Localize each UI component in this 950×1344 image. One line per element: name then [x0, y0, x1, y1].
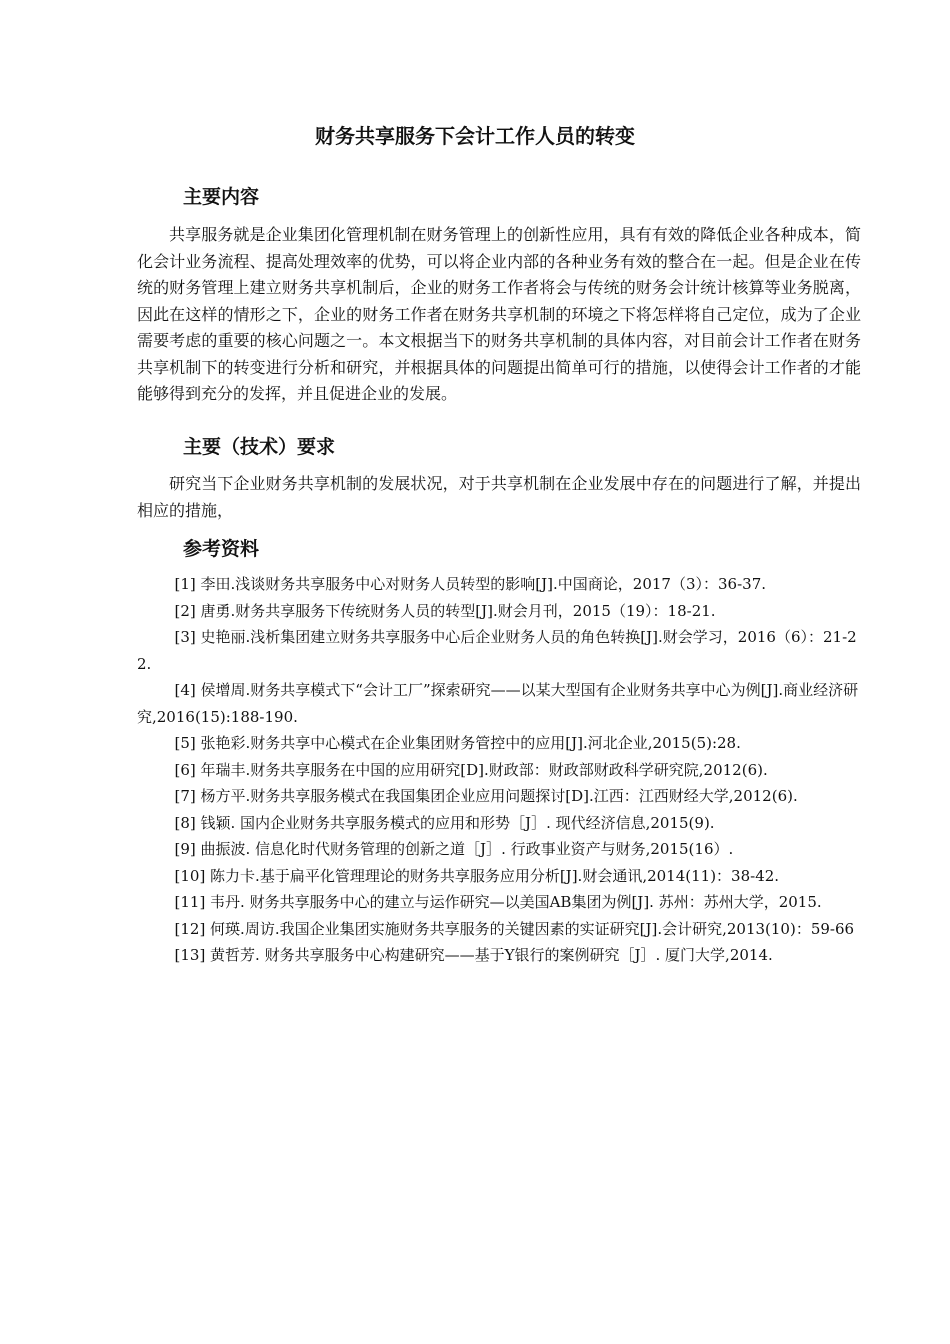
reference-item: [5] 张艳彩.财务共享中心模式在企业集团财务管控中的应用[J].河北企业,2015(5):28. [174, 734, 741, 752]
reference-item: [12] 何瑛.周访.我国企业集团实施财务共享服务的关键因素的实证研究[J].会计研究,2013(10)：59-66 [174, 919, 855, 938]
section-heading-references: 参考资料 [183, 538, 260, 560]
reference-item: [11] 韦丹. 财务共享服务中心的建立与运作研究—以美国AB集团为例[J]. 苏州：苏州大学，2015. [174, 893, 822, 911]
requirements-paragraph: 研究当下企业财务共享机制的发展状况，对于共享机制在企业发展中存在的问题进行了解，并提出相应的措施， [137, 474, 861, 520]
section-heading-main-content: 主要内容 [183, 186, 260, 208]
reference-item: [1] 李田.浅谈财务共享服务中心对财务人员转型的影响[J].中国商论，2017（3）：36-37. [174, 575, 766, 593]
reference-item: [7] 杨方平.财务共享服务模式在我国集团企业应用问题探讨[D].江西：江西财经大学,2012(6). [174, 787, 798, 805]
reference-list [137, 571, 861, 969]
reference-item: [13] 黄哲芳. 财务共享服务中心构建研究——基于Y银行的案例研究［J］. 厦门大学,2014. [174, 946, 773, 964]
reference-item: [3] 史艳丽.浅析集团建立财务共享服务中心后企业财务人员的角色转换[J].财会学习，2016（6）：21-22. [137, 628, 857, 673]
reference-item: [2] 唐勇.财务共享服务下传统财务人员的转型[J].财会月刊，2015（19）：18-21. [174, 601, 716, 620]
main-content-paragraph: 共享服务就是企业集团化管理机制在财务管理上的创新性应用，具有有效的降低企业各种成本，简化会计业务流程、提高处理效率的优势，可以将企业内部的各种业务有效的整合在一起。但是企业在传统的财务管理上建立财务共享机制后，企业的财务工作者将会与传统的财务会计统计核算等业务脱离，因此在这样的情形之下，企业的财务工作者在财务共享机制的环境之下将怎样将自己定位，成为了企业需要考虑的重要的核心问题之一。本文根据当下的财务共享机制的具体内容，对目前会计工作者在财务共享机制下的转变进行分析和研究，并根据具体的问题提出简单可行的措施，以使得会计工作者的才能能够得到充分的发挥，并且促进企业的发展。 [137, 225, 861, 403]
reference-item: [10] 陈力卡.基于扁平化管理理论的财务共享服务应用分析[J].财会通讯,2014(11)：38-42. [174, 866, 780, 885]
document-title: 财务共享服务下会计工作人员的转变 [315, 124, 635, 148]
reference-item: [9] 曲振波. 信息化时代财务管理的创新之道［J］. 行政事业资产与财务,2015(16）. [174, 840, 734, 858]
reference-item: [4] 侯增周.财务共享模式下“会计工厂”探索研究——以某大型国有企业财务共享中心为例[J].商业经济研究,2016(15):188-190. [137, 681, 859, 726]
reference-item: [6] 年瑞丰.财务共享服务在中国的应用研究[D].财政部：财政部财政科学研究院,2012(6). [174, 760, 768, 779]
reference-item: [8] 钱颖. 国内企业财务共享服务模式的应用和形势［J］. 现代经济信息,2015(9). [174, 813, 715, 832]
section-heading-requirements: 主要（技术）要求 [183, 436, 336, 458]
